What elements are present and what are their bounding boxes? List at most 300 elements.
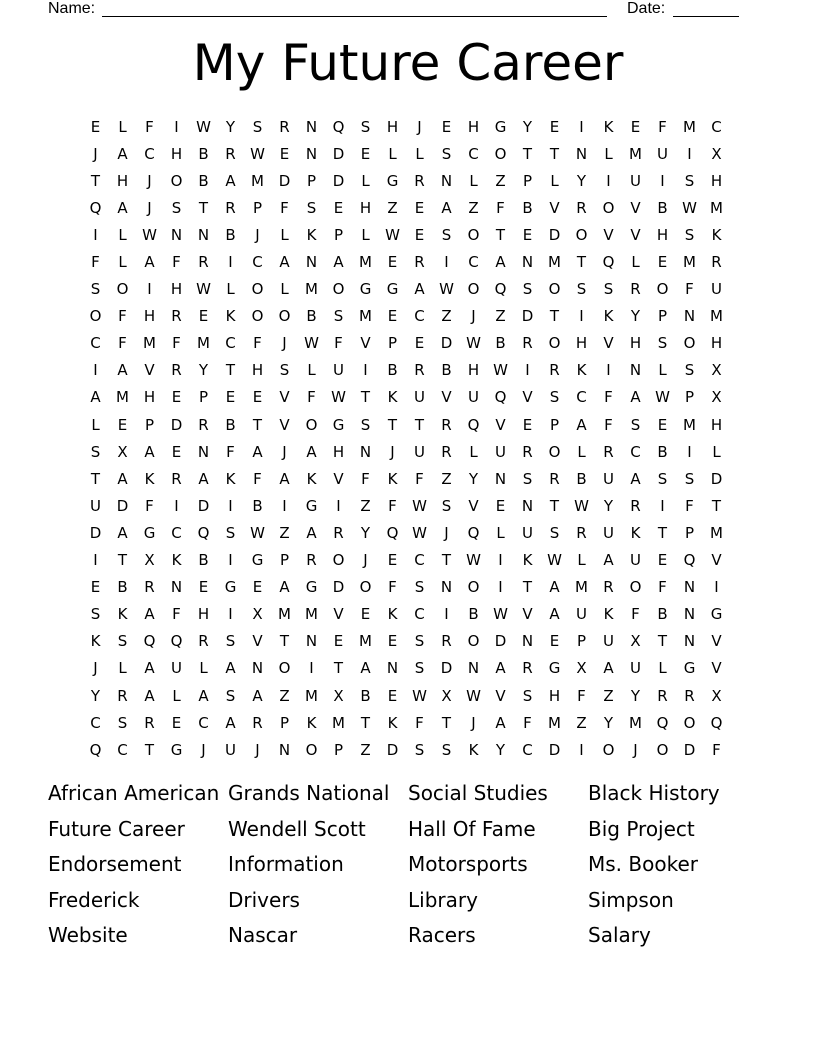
grid-cell[interactable]: M (305, 686, 318, 705)
grid-cell[interactable]: U (522, 523, 533, 542)
grid-cell[interactable]: A (279, 578, 290, 597)
grid-cell[interactable]: P (198, 388, 209, 407)
grid-cell[interactable]: M (683, 117, 696, 136)
grid-cell[interactable]: H (197, 605, 210, 624)
grid-cell[interactable]: I (174, 496, 179, 515)
grid-cell[interactable]: O (359, 578, 372, 597)
grid-cell[interactable]: E (657, 551, 668, 570)
grid-cell[interactable]: A (630, 388, 641, 407)
grid-cell[interactable]: L (118, 253, 127, 272)
grid-cell[interactable]: I (498, 551, 503, 570)
grid-cell[interactable]: A (90, 388, 101, 407)
grid-cell[interactable]: R (441, 415, 452, 434)
grid-cell[interactable]: W (439, 280, 454, 299)
grid-cell[interactable]: F (631, 605, 640, 624)
grid-cell[interactable]: K (90, 632, 101, 651)
grid-cell[interactable]: R (684, 686, 695, 705)
grid-cell[interactable]: U (603, 632, 614, 651)
grid-cell[interactable]: O (89, 307, 102, 326)
grid-cell[interactable]: B (252, 496, 263, 515)
grid-cell[interactable]: N (278, 740, 291, 759)
grid-cell[interactable]: R (657, 686, 668, 705)
grid-cell[interactable]: P (306, 171, 317, 190)
grid-cell[interactable]: V (279, 388, 290, 407)
grid-cell[interactable]: E (198, 307, 209, 326)
grid-cell[interactable]: X (711, 388, 722, 407)
grid-cell[interactable]: S (306, 198, 317, 217)
grid-cell[interactable]: V (495, 686, 506, 705)
grid-cell[interactable]: Q (494, 280, 507, 299)
grid-cell[interactable]: A (414, 280, 425, 299)
grid-cell[interactable]: L (496, 523, 505, 542)
grid-cell[interactable]: F (685, 496, 694, 515)
grid-cell[interactable]: P (252, 198, 263, 217)
grid-cell[interactable]: O (656, 740, 669, 759)
grid-cell[interactable]: M (305, 605, 318, 624)
grid-cell[interactable]: A (279, 253, 290, 272)
grid-cell[interactable]: M (251, 171, 264, 190)
grid-cell[interactable]: E (387, 632, 398, 651)
grid-cell[interactable]: H (170, 280, 183, 299)
grid-cell[interactable]: X (333, 686, 344, 705)
grid-cell[interactable]: L (280, 280, 289, 299)
grid-cell[interactable]: V (441, 388, 452, 407)
grid-cell[interactable]: R (171, 307, 182, 326)
grid-cell[interactable]: R (576, 523, 587, 542)
grid-cell[interactable]: E (252, 578, 263, 597)
grid-cell[interactable]: E (360, 144, 371, 163)
grid-cell[interactable]: G (305, 578, 318, 597)
grid-cell[interactable]: F (253, 334, 262, 353)
grid-cell[interactable]: A (117, 198, 128, 217)
grid-cell[interactable]: R (576, 198, 587, 217)
grid-cell[interactable]: H (575, 334, 588, 353)
grid-cell[interactable]: N (305, 117, 318, 136)
grid-cell[interactable]: C (522, 740, 533, 759)
grid-cell[interactable]: S (522, 469, 533, 488)
grid-cell[interactable]: S (360, 117, 371, 136)
grid-cell[interactable]: N (521, 253, 534, 272)
grid-cell[interactable]: U (630, 551, 641, 570)
grid-cell[interactable]: L (577, 442, 586, 461)
grid-cell[interactable]: Z (441, 469, 452, 488)
grid-cell[interactable]: P (144, 415, 155, 434)
grid-cell[interactable]: S (549, 388, 560, 407)
grid-cell[interactable]: K (225, 469, 236, 488)
grid-cell[interactable]: E (333, 632, 344, 651)
grid-cell[interactable]: B (657, 198, 668, 217)
grid-cell[interactable]: R (414, 361, 425, 380)
grid-cell[interactable]: C (117, 740, 128, 759)
grid-cell[interactable]: A (549, 578, 560, 597)
grid-cell[interactable]: A (117, 144, 128, 163)
grid-cell[interactable]: A (198, 469, 209, 488)
grid-cell[interactable]: L (631, 253, 640, 272)
grid-cell[interactable]: Q (683, 551, 696, 570)
grid-cell[interactable]: W (250, 144, 265, 163)
grid-cell[interactable]: A (576, 415, 587, 434)
grid-cell[interactable]: H (170, 144, 183, 163)
grid-cell[interactable]: G (710, 605, 723, 624)
grid-cell[interactable]: T (657, 632, 668, 651)
grid-cell[interactable]: Q (197, 523, 210, 542)
grid-cell[interactable]: H (251, 361, 264, 380)
grid-cell[interactable]: H (116, 171, 129, 190)
grid-cell[interactable]: Y (468, 469, 479, 488)
grid-cell[interactable]: U (414, 442, 425, 461)
grid-cell[interactable]: S (225, 632, 236, 651)
grid-cell[interactable]: O (683, 334, 696, 353)
grid-cell[interactable]: F (388, 578, 397, 597)
grid-cell[interactable]: V (549, 198, 560, 217)
grid-cell[interactable]: D (440, 659, 453, 678)
grid-cell[interactable]: V (360, 334, 371, 353)
grid-cell[interactable]: M (359, 307, 372, 326)
grid-cell[interactable]: D (710, 469, 723, 488)
grid-cell[interactable]: G (305, 496, 318, 515)
grid-cell[interactable]: N (305, 253, 318, 272)
grid-cell[interactable]: K (117, 605, 128, 624)
grid-cell[interactable]: O (548, 280, 561, 299)
grid-cell[interactable]: R (171, 469, 182, 488)
grid-cell[interactable]: J (633, 740, 638, 759)
grid-cell[interactable]: E (522, 415, 533, 434)
grid-cell[interactable]: O (602, 740, 615, 759)
grid-cell[interactable]: R (414, 171, 425, 190)
grid-cell[interactable]: E (117, 415, 128, 434)
grid-cell[interactable]: W (196, 117, 211, 136)
grid-cell[interactable]: P (387, 334, 398, 353)
grid-cell[interactable]: X (711, 361, 722, 380)
grid-cell[interactable]: J (390, 442, 395, 461)
grid-cell[interactable]: N (683, 632, 696, 651)
grid-cell[interactable]: I (93, 361, 98, 380)
grid-cell[interactable]: T (252, 415, 263, 434)
grid-cell[interactable]: M (548, 253, 561, 272)
grid-cell[interactable]: F (307, 388, 316, 407)
grid-cell[interactable]: I (660, 171, 665, 190)
grid-cell[interactable]: A (441, 198, 452, 217)
grid-cell[interactable]: Q (89, 198, 102, 217)
grid-cell[interactable]: O (575, 225, 588, 244)
grid-cell[interactable]: E (387, 551, 398, 570)
grid-cell[interactable]: C (468, 253, 479, 272)
grid-cell[interactable]: F (415, 469, 424, 488)
grid-cell[interactable]: S (684, 361, 695, 380)
grid-cell[interactable]: B (522, 198, 533, 217)
grid-cell[interactable]: C (252, 253, 263, 272)
grid-cell[interactable]: E (657, 253, 668, 272)
grid-cell[interactable]: B (657, 605, 668, 624)
grid-cell[interactable]: I (174, 117, 179, 136)
grid-cell[interactable]: O (494, 144, 507, 163)
grid-cell[interactable]: U (333, 361, 344, 380)
grid-cell[interactable]: U (630, 659, 641, 678)
grid-cell[interactable]: S (684, 171, 695, 190)
grid-cell[interactable]: L (604, 144, 613, 163)
grid-cell[interactable]: U (603, 523, 614, 542)
grid-cell[interactable]: E (441, 117, 452, 136)
grid-cell[interactable]: A (117, 361, 128, 380)
grid-cell[interactable]: U (576, 605, 587, 624)
grid-cell[interactable]: E (414, 334, 425, 353)
grid-cell[interactable]: W (466, 686, 481, 705)
grid-cell[interactable]: K (306, 225, 317, 244)
grid-cell[interactable]: D (548, 225, 561, 244)
grid-cell[interactable]: A (306, 523, 317, 542)
grid-cell[interactable]: D (332, 578, 345, 597)
grid-cell[interactable]: T (522, 578, 533, 597)
grid-cell[interactable]: K (387, 713, 398, 732)
grid-cell[interactable]: F (280, 198, 289, 217)
grid-cell[interactable]: G (683, 659, 696, 678)
grid-cell[interactable]: E (198, 578, 209, 597)
grid-cell[interactable]: M (332, 713, 345, 732)
grid-cell[interactable]: L (469, 171, 478, 190)
grid-cell[interactable]: B (225, 225, 236, 244)
grid-cell[interactable]: R (549, 361, 560, 380)
grid-cell[interactable]: K (387, 469, 398, 488)
grid-cell[interactable]: F (172, 334, 181, 353)
grid-cell[interactable]: U (414, 388, 425, 407)
grid-cell[interactable]: R (144, 713, 155, 732)
grid-cell[interactable]: K (603, 605, 614, 624)
grid-cell[interactable]: V (603, 225, 614, 244)
grid-cell[interactable]: T (144, 740, 155, 759)
grid-cell[interactable]: E (630, 117, 641, 136)
grid-cell[interactable]: R (603, 578, 614, 597)
grid-cell[interactable]: L (658, 361, 667, 380)
grid-cell[interactable]: R (549, 469, 560, 488)
grid-cell[interactable]: N (575, 144, 588, 163)
grid-cell[interactable]: E (414, 225, 425, 244)
grid-cell[interactable]: E (495, 496, 506, 515)
grid-cell[interactable]: U (90, 496, 101, 515)
grid-cell[interactable]: A (225, 659, 236, 678)
grid-cell[interactable]: W (196, 280, 211, 299)
grid-cell[interactable]: Q (386, 523, 399, 542)
grid-cell[interactable]: A (333, 253, 344, 272)
grid-cell[interactable]: A (144, 659, 155, 678)
grid-cell[interactable]: G (359, 280, 372, 299)
grid-cell[interactable]: S (657, 334, 668, 353)
grid-cell[interactable]: B (198, 551, 209, 570)
grid-cell[interactable]: V (144, 361, 155, 380)
grid-cell[interactable]: R (252, 713, 263, 732)
grid-cell[interactable]: W (682, 198, 697, 217)
grid-cell[interactable]: E (414, 198, 425, 217)
grid-cell[interactable]: S (171, 198, 182, 217)
grid-cell[interactable]: A (306, 442, 317, 461)
grid-cell[interactable]: U (171, 659, 182, 678)
grid-cell[interactable]: T (198, 198, 209, 217)
grid-cell[interactable]: M (548, 713, 561, 732)
grid-cell[interactable]: P (549, 415, 560, 434)
grid-cell[interactable]: H (548, 686, 561, 705)
grid-cell[interactable]: N (197, 442, 210, 461)
grid-cell[interactable]: B (576, 469, 587, 488)
grid-cell[interactable]: S (414, 740, 425, 759)
grid-cell[interactable]: H (467, 361, 480, 380)
grid-cell[interactable]: I (579, 117, 584, 136)
grid-cell[interactable]: L (388, 144, 397, 163)
grid-cell[interactable]: D (494, 632, 507, 651)
grid-cell[interactable]: W (547, 551, 562, 570)
grid-cell[interactable]: W (655, 388, 670, 407)
grid-cell[interactable]: K (603, 307, 614, 326)
grid-cell[interactable]: W (493, 361, 508, 380)
grid-cell[interactable]: S (117, 713, 128, 732)
grid-cell[interactable]: O (170, 171, 183, 190)
grid-cell[interactable]: H (386, 117, 399, 136)
grid-cell[interactable]: D (548, 740, 561, 759)
grid-cell[interactable]: G (548, 659, 561, 678)
grid-cell[interactable]: W (466, 551, 481, 570)
grid-cell[interactable]: B (225, 415, 236, 434)
grid-cell[interactable]: I (336, 496, 341, 515)
grid-cell[interactable]: F (496, 198, 505, 217)
grid-cell[interactable]: F (658, 117, 667, 136)
grid-cell[interactable]: M (359, 632, 372, 651)
grid-cell[interactable]: Z (495, 171, 506, 190)
grid-cell[interactable]: T (279, 632, 290, 651)
grid-cell[interactable]: R (171, 361, 182, 380)
grid-cell[interactable]: S (225, 686, 236, 705)
grid-cell[interactable]: C (468, 144, 479, 163)
grid-cell[interactable]: T (522, 144, 533, 163)
grid-cell[interactable]: I (444, 253, 449, 272)
grid-cell[interactable]: B (657, 442, 668, 461)
grid-cell[interactable]: K (171, 551, 182, 570)
grid-cell[interactable]: Q (710, 713, 723, 732)
grid-cell[interactable]: E (90, 117, 101, 136)
grid-cell[interactable]: C (414, 605, 425, 624)
grid-cell[interactable]: N (305, 144, 318, 163)
grid-cell[interactable]: T (549, 307, 560, 326)
grid-cell[interactable]: F (91, 253, 100, 272)
grid-cell[interactable]: T (441, 713, 452, 732)
grid-cell[interactable]: G (251, 551, 264, 570)
grid-cell[interactable]: I (363, 361, 368, 380)
grid-cell[interactable]: Y (630, 307, 641, 326)
grid-cell[interactable]: B (198, 171, 209, 190)
grid-cell[interactable]: G (332, 415, 345, 434)
grid-cell[interactable]: A (360, 659, 371, 678)
grid-cell[interactable]: E (225, 388, 236, 407)
grid-cell[interactable]: L (118, 117, 127, 136)
grid-cell[interactable]: J (147, 171, 152, 190)
grid-cell[interactable]: Z (279, 523, 290, 542)
grid-cell[interactable]: A (144, 442, 155, 461)
grid-cell[interactable]: T (414, 415, 425, 434)
grid-cell[interactable]: T (549, 496, 560, 515)
grid-cell[interactable]: O (305, 740, 318, 759)
grid-cell[interactable]: I (660, 496, 665, 515)
grid-cell[interactable]: E (360, 605, 371, 624)
grid-cell[interactable]: P (657, 307, 668, 326)
grid-cell[interactable]: I (228, 496, 233, 515)
grid-cell[interactable]: K (306, 713, 317, 732)
grid-cell[interactable]: R (630, 280, 641, 299)
grid-cell[interactable]: Z (360, 496, 371, 515)
grid-cell[interactable]: V (630, 225, 641, 244)
grid-cell[interactable]: L (226, 280, 235, 299)
grid-cell[interactable]: F (658, 578, 667, 597)
grid-cell[interactable]: M (278, 605, 291, 624)
grid-cell[interactable]: Z (360, 740, 371, 759)
grid-cell[interactable]: R (711, 253, 722, 272)
grid-cell[interactable]: R (198, 632, 209, 651)
grid-cell[interactable]: V (711, 551, 722, 570)
grid-cell[interactable]: K (576, 361, 587, 380)
grid-cell[interactable]: Y (630, 686, 641, 705)
grid-cell[interactable]: E (387, 253, 398, 272)
grid-cell[interactable]: F (226, 442, 235, 461)
grid-cell[interactable]: Q (656, 713, 669, 732)
grid-cell[interactable]: H (467, 117, 480, 136)
grid-cell[interactable]: O (116, 280, 129, 299)
grid-cell[interactable]: V (333, 605, 344, 624)
grid-cell[interactable]: M (710, 307, 723, 326)
grid-cell[interactable]: T (387, 415, 398, 434)
grid-cell[interactable]: M (143, 334, 156, 353)
grid-cell[interactable]: S (441, 496, 452, 515)
grid-cell[interactable]: N (440, 578, 453, 597)
grid-cell[interactable]: T (549, 144, 560, 163)
grid-cell[interactable]: I (606, 171, 611, 190)
grid-cell[interactable]: D (440, 334, 453, 353)
grid-cell[interactable]: C (630, 442, 641, 461)
grid-cell[interactable]: O (467, 280, 480, 299)
grid-cell[interactable]: X (441, 686, 452, 705)
grid-cell[interactable]: Z (495, 307, 506, 326)
grid-cell[interactable]: F (172, 605, 181, 624)
grid-cell[interactable]: E (279, 144, 290, 163)
grid-cell[interactable]: S (252, 117, 263, 136)
grid-cell[interactable]: B (306, 307, 317, 326)
grid-cell[interactable]: E (171, 442, 182, 461)
grid-cell[interactable]: Y (522, 117, 533, 136)
grid-cell[interactable]: I (93, 225, 98, 244)
grid-cell[interactable]: A (225, 171, 236, 190)
grid-cell[interactable]: I (93, 551, 98, 570)
grid-cell[interactable]: K (468, 740, 479, 759)
grid-cell[interactable]: C (198, 713, 209, 732)
grid-cell[interactable]: A (144, 605, 155, 624)
grid-cell[interactable]: L (307, 361, 316, 380)
grid-cell[interactable]: F (253, 469, 262, 488)
grid-cell[interactable]: L (361, 171, 370, 190)
grid-cell[interactable]: C (90, 713, 101, 732)
grid-cell[interactable]: K (387, 388, 398, 407)
grid-cell[interactable]: N (440, 171, 453, 190)
grid-cell[interactable]: L (199, 659, 208, 678)
grid-cell[interactable]: T (333, 659, 344, 678)
grid-cell[interactable]: F (145, 117, 154, 136)
grid-cell[interactable]: J (201, 740, 206, 759)
grid-cell[interactable]: N (386, 659, 399, 678)
grid-cell[interactable]: Y (576, 171, 587, 190)
grid-cell[interactable]: V (468, 496, 479, 515)
grid-cell[interactable]: Q (332, 117, 345, 136)
grid-cell[interactable]: B (117, 578, 128, 597)
grid-cell[interactable]: I (525, 361, 530, 380)
grid-cell[interactable]: N (170, 578, 183, 597)
grid-cell[interactable]: B (468, 605, 479, 624)
grid-cell[interactable]: T (576, 253, 587, 272)
grid-cell[interactable]: R (441, 632, 452, 651)
grid-cell[interactable]: E (387, 307, 398, 326)
